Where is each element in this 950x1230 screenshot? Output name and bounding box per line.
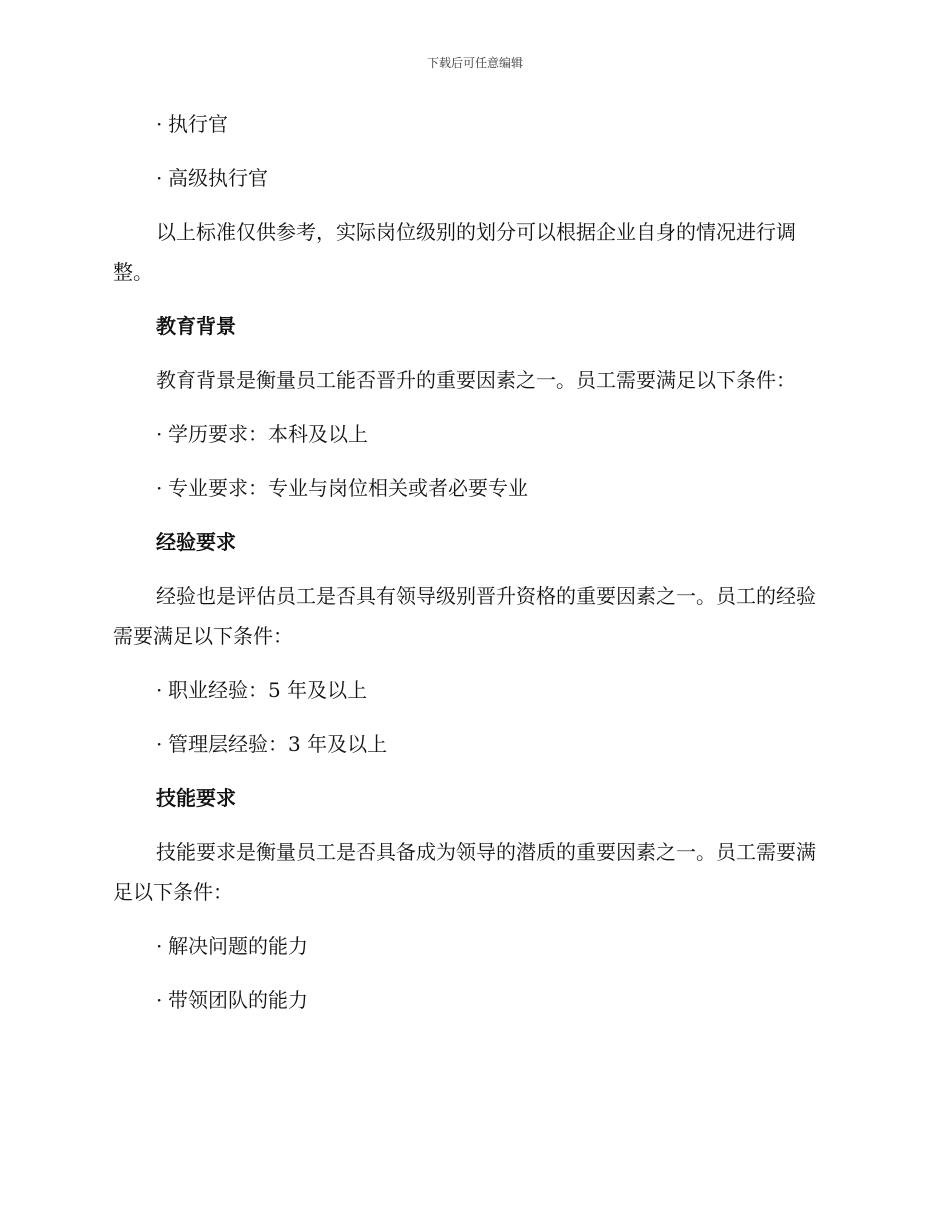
bullet-dot: · [156, 166, 163, 190]
paragraph-reference-note: 以上标准仅供参考，实际岗位级别的划分可以根据企业自身的情况进行调整。 [113, 220, 796, 284]
section-heading-experience: 经验要求 [156, 530, 236, 554]
page-header: 下载后可任意编辑 [426, 56, 523, 70]
paragraph-experience: 经验也是评估员工是否具有领导级别晋升资格的重要因素之一。员工的经验需要满足以下条件： [113, 584, 816, 648]
bullet-text: 解决问题的能力 [168, 934, 308, 958]
bullet-item-major [113, 468, 833, 508]
bullet-item-problem-solving [113, 926, 833, 966]
bullet-text: 执行官 [168, 112, 228, 136]
bullet-text: 管理层经验：3 年及以上 [168, 732, 388, 756]
bullet-text: 专业要求：专业与岗位相关或者必要专业 [168, 476, 528, 500]
bullet-text: 带领团队的能力 [168, 988, 308, 1012]
bullet-item-team-leading [113, 980, 833, 1020]
bullet-dot: · [156, 988, 163, 1012]
bullet-dot: · [156, 476, 163, 500]
section-heading-education: 教育背景 [156, 314, 236, 338]
section-heading-skills: 技能要求 [156, 786, 236, 810]
bullet-text: 高级执行官 [168, 166, 268, 190]
bullet-item-senior-executive [113, 158, 833, 198]
bullet-text: 学历要求：本科及以上 [168, 422, 368, 446]
bullet-dot: · [156, 422, 163, 446]
bullet-dot: · [156, 678, 163, 702]
bullet-dot: · [156, 934, 163, 958]
bullet-item-executive [113, 104, 833, 144]
bullet-item-degree [113, 414, 833, 454]
bullet-dot: · [156, 112, 163, 136]
bullet-dot: · [156, 732, 163, 756]
bullet-item-management-experience [113, 724, 833, 764]
document-body [113, 104, 833, 1034]
paragraph-education: 教育背景是衡量员工能否晋升的重要因素之一。员工需要满足以下条件： [156, 368, 796, 392]
paragraph-skills: 技能要求是衡量员工是否具备成为领导的潜质的重要因素之一。员工需要满足以下条件： [113, 840, 816, 904]
bullet-item-work-experience [113, 670, 833, 710]
bullet-text: 职业经验：5 年及以上 [168, 678, 368, 702]
